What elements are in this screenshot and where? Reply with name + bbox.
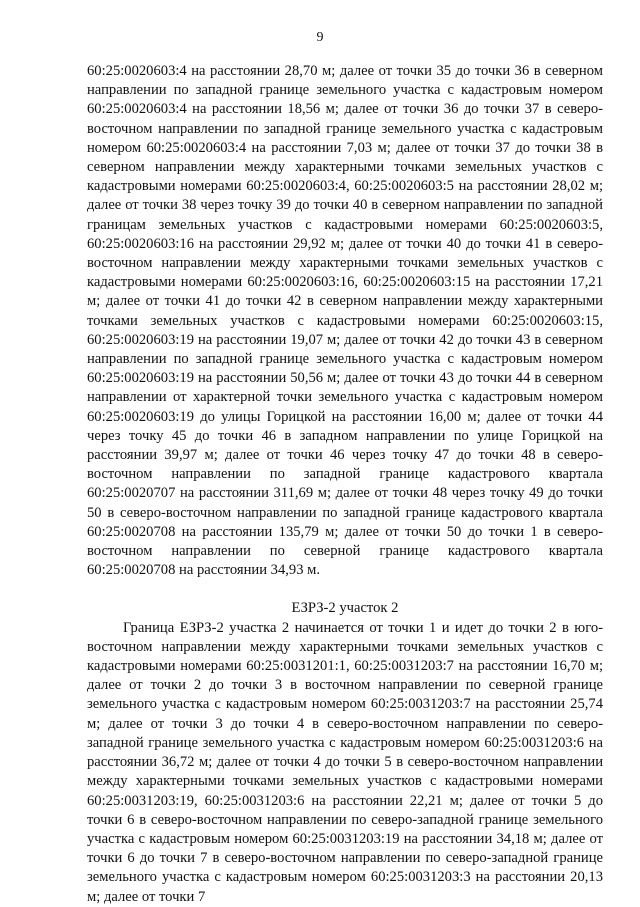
section-heading: ЕЗРЗ-2 участок 2 xyxy=(291,600,399,617)
boundary-description-paragraph: 60:25:0020603:4 на расстоянии 28,70 м; далее от точки 35 до точки 36 в северном направлении по западной границе земельного участка с кадастровым номером 60:25:0020603:4 на расстоянии 18,56 м; далее от точки 36 до точки 37 в северо-восточном направлении по западной границе земельного участка с кадастровым номером 60:25:0020603:4 на расстоянии 7,03 м; далее от точки 37 до точки 38 в северном направлении между характерными точками земельных участков с кадастровыми номерами 60:25:0020603:4, 60:25:0020603:5 на расстоянии 28,02 м; далее от точки 38 через точку 39 до точки 40 в северном направлении по западной границам земельных участков с кадастровыми номерами 60:25:0020603:5, 60:25:0020603:16 на расстоянии 29,92 м; далее от точки 40 до точки 41 в северо-восточном направлении между характерными точками земельных участков с кадастровыми номерами 60:25:0020603:16, 60:25:0020603:15 на расстоянии 17,21 м; далее от точки 41 до точки 42 в северном направлении между характерными точками земельных участков с кадастровыми номерами 60:25:0020603:15, 60:25:0020603:19 на расстоянии 19,07 м; далее от точки 42 до точки 43 в северном направлении по западной границе земельного участка с кадастровым номером 60:25:0020603:19 на расстоянии 50,56 м; далее от точки 43 до точки 44 в северном направлении от характерной точки земельного участка с кадастровым номером 60:25:0020603:19 до улицы Горицкой на расстоянии 16,00 м; далее от точки 44 через точку 45 до точки 46 в западном направлении по улице Горицкой на расстоянии 39,97 м; далее от точки 46 через точку 47 до точки 48 в северо-восточном направлении по западной границе кадастрового квартала 60:25:0020707 на расстоянии 311,69 м; далее от точки 48 через точку 49 до точки 50 в северо-восточном направлении по западной границе кадастрового квартала 60:25:0020708 на расстоянии 135,79 м; далее от точки 50 до точки 1 в северо-восточном направлении по северной границе кадастрового квартала 60:25:0020708 на расстоянии 34,93 м. xyxy=(87,63,603,579)
document-body xyxy=(87,62,603,907)
page-number: 9 xyxy=(316,30,324,45)
boundary-description-paragraph-2: Граница ЕЗРЗ-2 участка 2 начинается от точки 1 и идет до точки 2 в юго-восточном направлении между характерными точками земельных участков с кадастровыми номерами 60:25:0031201:1, 60:25:0031203:7 на расстоянии 16,70 м; далее от точки 2 до точки 3 в восточном направлении по северной границе земельного участка с кадастровым номером 60:25:0031203:7 на расстоянии 25,74 м; далее от точки 3 до точки 4 в северо-восточном направлении по северо-западной границе земельного участка с кадастровым номером 60:25:0031203:6 на расстоянии 36,72 м; далее от точки 4 до точки 5 в северо-восточном направлении между характерными точками земельных участков с кадастровыми номерами 60:25:0031203:19, 60:25:0031203:6 на расстоянии 22,21 м; далее от точки 5 до точки 6 в северо-восточном направлении по северо-западной границе земельного участка с кадастровым номером 60:25:0031203:19 на расстоянии 34,18 м; далее от точки 6 до точки 7 в северо-восточном направлении по северо-западной границе земельного участка с кадастровым номером 60:25:0031203:3 на расстоянии 20,13 м; далее от точки 7 xyxy=(87,619,603,905)
